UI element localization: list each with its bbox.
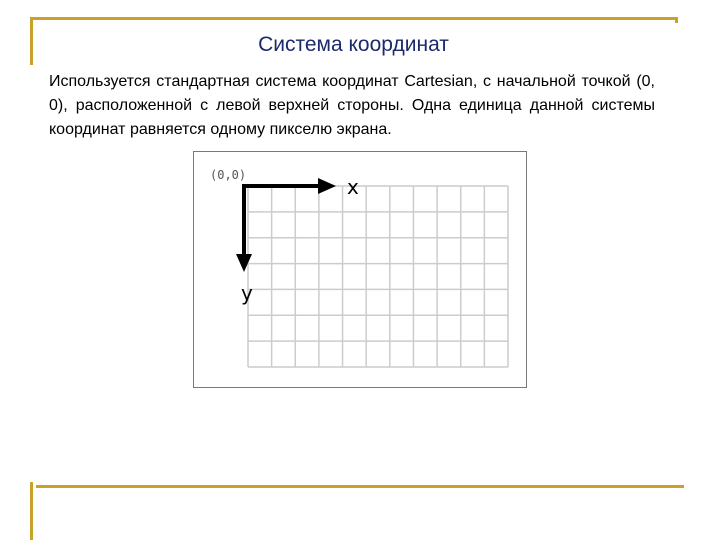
top-right-rule-tick [675, 17, 678, 23]
slide-title: Система координат [258, 33, 449, 56]
bottom-left-rule [30, 482, 33, 540]
y-axis-arrow [236, 184, 252, 272]
coordinate-diagram [193, 151, 527, 388]
coordinate-diagram-svg [194, 152, 526, 387]
bottom-rule [36, 485, 684, 488]
top-rule [30, 17, 678, 20]
x-axis-arrow [242, 178, 336, 194]
y-axis-label: y [241, 281, 253, 305]
slide-body-text: Используется стандартная система координат Cartesian, с начальной точкой (0, 0), расположенной с левой верхней стороны. Одна единица данной системы координат равняется одному пикселю экрана. [49, 73, 655, 138]
pixel-grid [248, 186, 508, 367]
x-axis-label: x [347, 175, 359, 199]
origin-label: (0,0) [210, 168, 247, 182]
x-axis-arrowhead [318, 178, 336, 194]
